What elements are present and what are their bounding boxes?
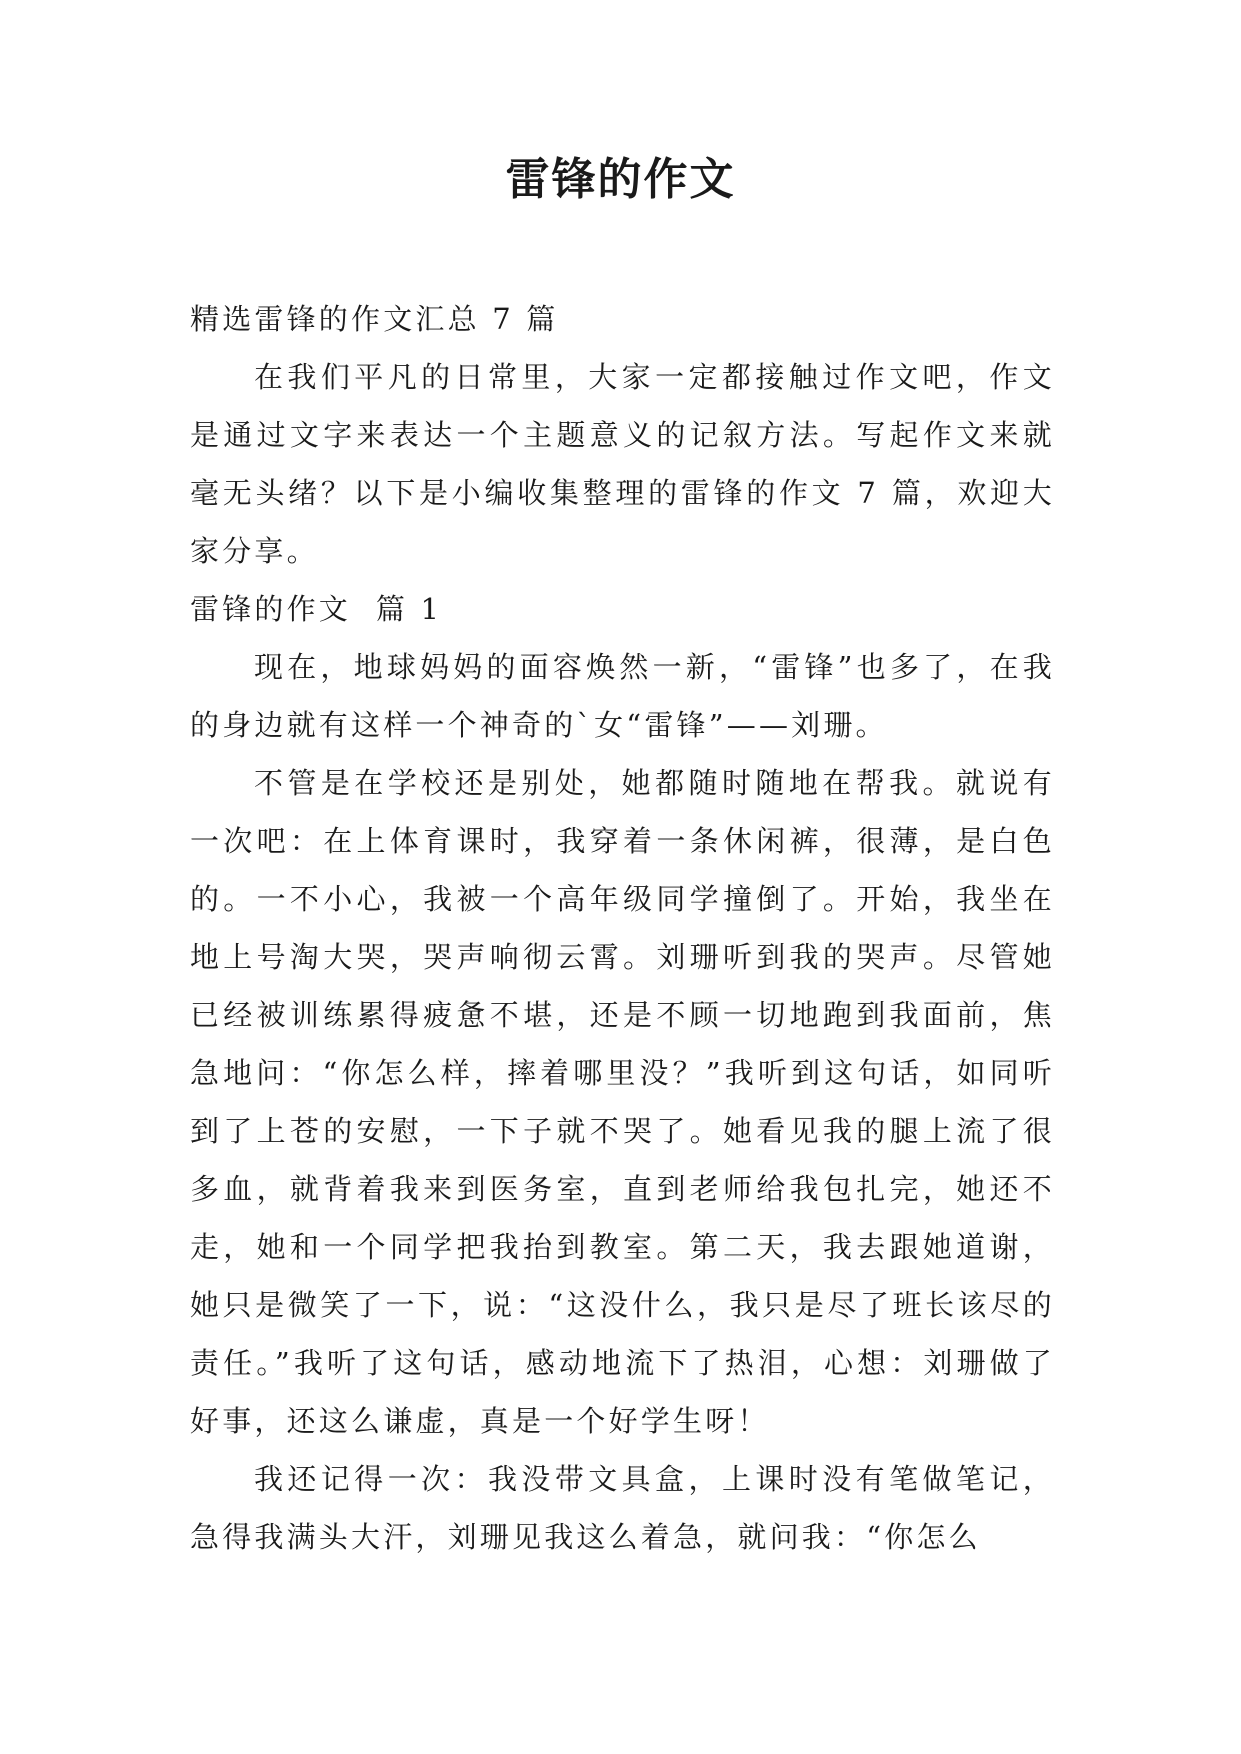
document-title: 雷锋的作文 [505, 154, 736, 205]
section-heading: 雷锋的作文 篇 1 [190, 592, 443, 626]
body-paragraph: 不管是在学校还是别处，她都随时随地在帮我。就说有一次吧：在上体育课时，我穿着一条休闲裤，很薄，是白色的。一不小心，我被一个高年级同学撞倒了。开始，我坐在地上号淘大哭，哭声响彻云霄。刘珊听到我的哭声。尽管她已经被训练累得疲惫不堪，还是不顾一切地跑到我面前，焦急地问：“你怎么样，摔着哪里没？”我听到这句话，如同听到了上苍的安慰，一下子就不哭了。她看见我的腿上流了很多血，就背着我来到医务室，直到老师给我包扎完，她还不走，她和一个同学把我抬到教室。第二天，我去跟她道谢，她只是微笑了一下，说：“这没什么，我只是尽了班长该尽的责任。”我听了这句话，感动地流下了热泪，心想：刘珊做了好事，还这么谦虚，真是一个好学生呀！ [190, 766, 1055, 1438]
body-paragraph: 我还记得一次：我没带文具盒，上课时没有笔做笔记，急得我满头大汗，刘珊见我这么着急，就问我：“你怎么 [190, 1462, 1055, 1554]
body-paragraph: 现在，地球妈妈的面容焕然一新，“雷锋”也多了，在我的身边就有这样一个神奇的`女“雷锋”——刘珊。 [190, 650, 1055, 742]
document-body [190, 290, 1055, 1566]
document-subtitle: 精选雷锋的作文汇总 7 篇 [190, 302, 559, 336]
intro-paragraph: 在我们平凡的日常里，大家一定都接触过作文吧，作文是通过文字来表达一个主题意义的记叙方法。写起作文来就毫无头绪？以下是小编收集整理的雷锋的作文 7 篇，欢迎大家分享。 [190, 360, 1055, 568]
